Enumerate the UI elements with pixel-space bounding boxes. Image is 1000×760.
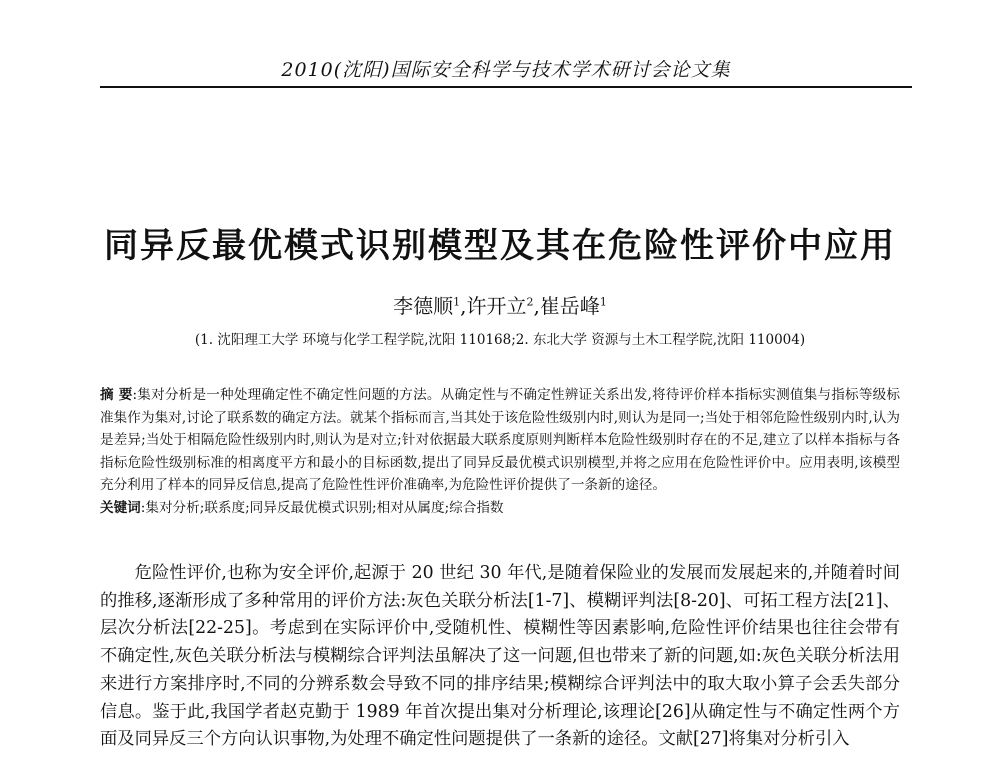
abstract-block	[100, 384, 900, 519]
author-separator: ,	[460, 294, 467, 318]
author-name: 李德顺	[393, 294, 454, 318]
author-name: 崔岳峰	[539, 294, 600, 318]
author-list	[100, 290, 900, 319]
running-header: 2010(沈阳)国际安全科学与技术学术研讨会论文集	[100, 56, 912, 88]
abstract-label: 摘 要	[100, 387, 133, 403]
author-separator: ,	[533, 294, 540, 318]
keywords-label: 关键词	[100, 499, 141, 516]
paper-title: 同异反最优模式识别模型及其在危险性评价中应用	[104, 226, 896, 266]
author-affiliation-mark: 2	[526, 295, 534, 309]
abstract-paragraph	[100, 384, 900, 497]
author-affiliation-mark: 1	[599, 295, 607, 309]
affiliations: (1. 沈阳理工大学 环境与化学工程学院,沈阳 110168;2. 东北大学 资源与土木工程学院,沈阳 110004)	[194, 332, 806, 348]
keywords-line	[100, 497, 900, 520]
abstract-text: :集对分析是一种处理确定性不确定性问题的方法。从确定性与不确定性辨证关系出发,将待评价样本指标实测值集与指标等级标准集作为集对,讨论了联系数的确定方法。就某个指标而言,当其处于该危险性级别内时,则认为是同一;当处于相邻危险性级别内时,认为是差异;当处于相隔危险性级别内时,则认为是对立;针对依据最大联系度原则判断样本危险性级别时存在的不足,建立了以样本指标与各指标危险性级别标准的相离度平方和最小的目标函数,提出了同异反最优模式识别模型,并将之应用在危险性评价中。应用表明,该模型充分利用了样本的同异反信息,提高了危险性性评价准确率,为危险性评价提供了一条新的途径。	[100, 387, 900, 493]
keywords-text: :集对分析;联系度;同异反最优模式识别;相对从属度;综合指数	[140, 499, 504, 516]
author-name: 许开立	[466, 294, 527, 318]
body-paragraph: 危险性评价,也称为安全评价,起源于 20 世纪 30 年代,是随着保险业的发展而发展起来的,并随着时间的推移,逐渐形成了多种常用的评价方法:灰色关联分析法[1-7]、模糊评判法[8-20]、可拓工程方法[21]、层次分析法[22-25]。考虑到在实际评价中,受随机性、模糊性等因素影响,危险性评价结果也往往会带有不确定性,灰色关联分析法与模糊综合评判法虽解决了这一问题,但也带来了新的问题,如:灰色关联分析法用来进行方案排序时,不同的分辨系数会导致不同的排序结果;模糊综合评判法中的取大取小算子会丢失部分信息。鉴于此,我国学者赵克勤于 1989 年首次提出集对分析理论,该理论[26]从确定性与不确定性两个方面及同异反三个方向认识事物,为处理不确定性问题提供了一条新的途径。文献[27]将集对分析引入	[100, 563, 900, 750]
author-affiliation-mark: 1	[453, 295, 461, 309]
